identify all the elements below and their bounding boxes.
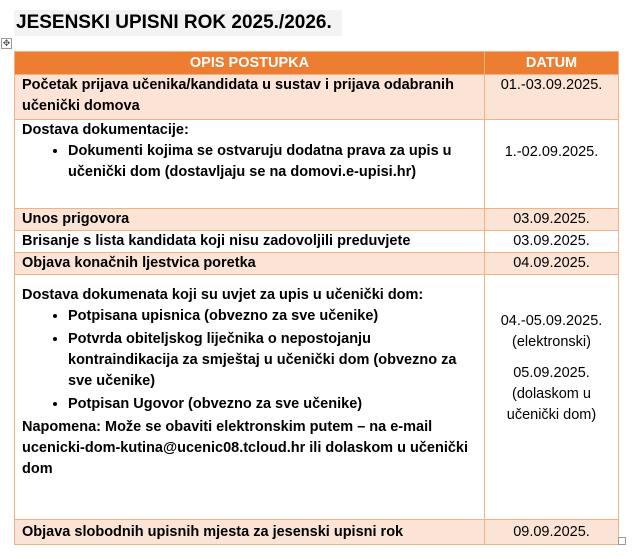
table-move-handle-icon[interactable]: ✥ bbox=[2, 38, 11, 48]
note-text: Napomena: Može se obaviti elektronskim putem – na e-mail ucenicki-dom-kutina@ucenic08.tcloud.hr ili dolaskom u učenički dom bbox=[22, 419, 469, 477]
document-title: JESENSKI UPISNI ROK 2025./2026. bbox=[14, 10, 342, 36]
row-description: Dostava dokumentacije: bbox=[22, 122, 189, 138]
row-description: Brisanje s lista kandidata koji nisu zadovoljili preduvjete bbox=[15, 231, 485, 253]
row-description: Objava konačnih ljestvica poretka bbox=[15, 253, 485, 275]
row-description: Objava slobodnih upisnih mjesta za jesenski upisni rok bbox=[15, 520, 485, 545]
header-datum: DATUM bbox=[485, 52, 619, 75]
bullet-list bbox=[22, 141, 477, 183]
list-item: • Dokumenti kojima se ostvaruju dodatna prava za upis u učenički dom (dostavljaju se na domovi.e-upisi.hr) bbox=[68, 141, 477, 183]
list-item: • Potpisan Ugovor (obvezno za sve učenike) bbox=[68, 394, 477, 415]
row-description: Unos prigovora bbox=[15, 209, 485, 231]
row-date: 01.-03.09.2025. bbox=[485, 75, 619, 120]
table-resize-handle[interactable] bbox=[618, 537, 626, 545]
table-row bbox=[15, 120, 619, 209]
row-date: 03.09.2025. bbox=[485, 231, 619, 253]
row-date: 09.09.2025. bbox=[485, 520, 619, 545]
row-description: Dostava dokumenata koji su uvjet za upis u učenički dom: bbox=[22, 287, 424, 303]
table-row bbox=[15, 253, 619, 275]
header-opis-postupka: OPIS POSTUPKA bbox=[15, 52, 485, 75]
row-date: 04.-05.09.2025. (elektronski) bbox=[500, 313, 603, 350]
table-row bbox=[15, 231, 619, 253]
row-date: 03.09.2025. bbox=[485, 209, 619, 231]
table-row bbox=[15, 520, 619, 545]
table-row bbox=[15, 75, 619, 120]
table-row bbox=[15, 209, 619, 231]
list-item: • Potpisana upisnica (obvezno za sve učenike) bbox=[68, 306, 477, 327]
table-header-row bbox=[15, 52, 619, 75]
bullet-list bbox=[22, 306, 477, 415]
row-date: 1.-02.09.2025. bbox=[485, 120, 619, 209]
row-date-secondary: 05.09.2025. (dolaskom u učenički dom) bbox=[506, 365, 597, 423]
schedule-table bbox=[14, 51, 619, 545]
table-row bbox=[15, 275, 619, 520]
row-description: Početak prijava učenika/kandidata u sustav i prijava odabranih učenički domova bbox=[15, 75, 485, 120]
row-date: 04.09.2025. bbox=[485, 253, 619, 275]
list-item: • Potvrda obiteljskog liječnika o nepostojanju kontraindikacija za smještaj u učenički dom (obvezno za sve učenike) bbox=[68, 329, 477, 392]
